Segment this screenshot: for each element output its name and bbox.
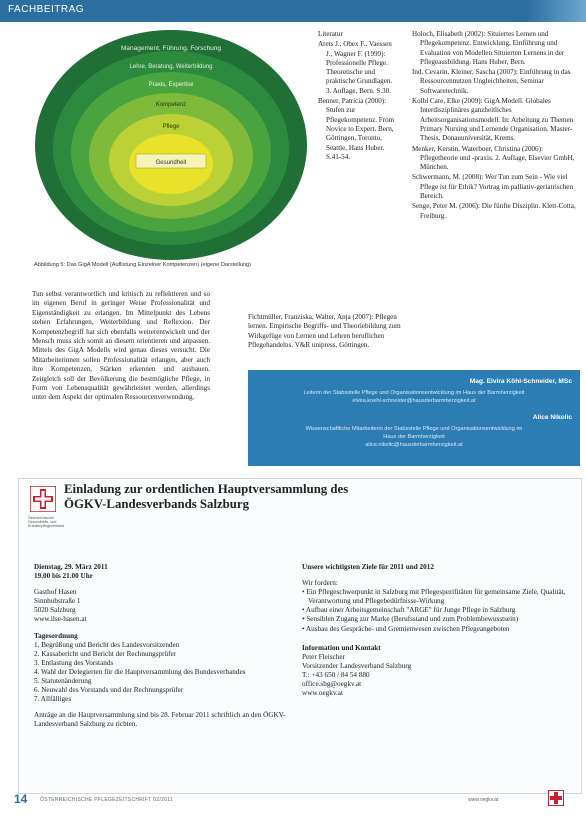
author-email-1[interactable]: elvira.koehl-schneider@hausderbarmherzigkeit.at bbox=[352, 398, 476, 404]
header-gradient bbox=[526, 0, 586, 22]
agenda-item: 4. Wahl der Delegierten für die Hauptversammlung des Bundesverbandes bbox=[34, 667, 246, 676]
venue-city: 5020 Salzburg bbox=[34, 606, 76, 615]
reference-item: Holoch, Elisabeth (2002): Situiertes Lernen und Pflegekompetenz. Entwicklung, Einführung und Evaluation von Modellen Situierten Lernens in der Pflegeausbildung. Hans Huber, Bern. bbox=[412, 30, 565, 66]
invitation-title bbox=[64, 482, 348, 512]
invitation-title-line-2: ÖGKV-Landesverbands Salzburg bbox=[64, 497, 249, 511]
reference-item: Schwermann, M. (2008): Wer Tun zum Sein - Wie viel Pflege ist für Ethik? Vortrag im palliativ-geriatrischen Bereich. bbox=[412, 173, 573, 201]
reference-item: Arets J., Obex F., Vaessen J., Wagner F. (1999): Professionelle Pflege. Theoretische und praktische Grundlagen. 3. Auflage, Bern. S.30. bbox=[318, 40, 393, 95]
reference-item-wide: Fichtmüller, Franziska, Walter, Anja (2007): Pflegen lernen. Empirische Begriffs- und Theoriebildung zum Wirkgefüge von Lernen und Lehren beruflichen Pflegehandelns. V&R unipress, Göttingen. bbox=[248, 313, 401, 349]
invitation-title-line-1: Einladung zur ordentlichen Hauptversammlung des bbox=[64, 482, 349, 496]
references-right bbox=[412, 30, 578, 222]
goal-item: • Ausbau des Gespräche- und Gremienwesen zwischen Pflegeangeboten bbox=[302, 624, 510, 633]
contact-email[interactable]: office.sbg@oegkv.at bbox=[302, 680, 362, 689]
author-name-2: Alice Nikolic bbox=[532, 414, 572, 421]
contact-role: Vorsitzender Landesverband Salzburg bbox=[302, 661, 412, 670]
reference-item: Kolbl Care, Elke (2009): GigA Modell. Globales Interdisziplinäres ganzheitliches Arbeitsorganisationsmodell. In: Arbeitung zu Themen Primary Nursing und Lernende Organisation. Master-Thesis, Donauuniversität, Krems. bbox=[412, 97, 574, 143]
center-label: Gesundheit bbox=[155, 160, 187, 166]
agenda-item: 7. Allfälliges bbox=[34, 695, 72, 704]
author-role-2b: Haus der Barmherzigkeit bbox=[383, 434, 445, 440]
goal-item: • Ein Pflegeschwerpunkt in Salzburg mit Pflegespezifitäten für gemeinsame Ziele, Qualität, Verantwortung und Pflegebedürfnisse-Wirkung bbox=[302, 588, 566, 606]
author-role-2: Wissenschaftliche Mitarbeiterin der Stabsstelle Pflege und Organisationsentwicklung im bbox=[305, 426, 523, 432]
agenda-list bbox=[34, 641, 296, 705]
reference-item: Benner, Patricia (2000): Stufen zur Pflegekompetenz. From Novice to Expert. Bern, Göttingen, Toronto, Seattle, Hans Huber. S.41-54. bbox=[318, 97, 395, 161]
ring-label-2: Lehre, Beratung, Weiterbildung bbox=[129, 64, 213, 70]
ring-label-4: Kompetenz bbox=[155, 102, 187, 108]
venue-name: Gasthof Hasen bbox=[34, 588, 77, 597]
venue-url[interactable]: www.ilse-hasen.at bbox=[34, 615, 87, 624]
agenda-item: 1. Begrüßung und Bericht des Landesvorsitzenden bbox=[34, 640, 180, 649]
page-number: 14 bbox=[14, 792, 28, 806]
goal-item: • Sensiblen Zugang zur Marke (Berufsstand und zum Problembewusstsein) bbox=[302, 615, 519, 624]
invitation-right-column bbox=[302, 563, 572, 698]
figure-caption: Abbildung 5: Das GigA Modell (Auflistung Einzelner Kompetenzen) (eigene Darstellung) bbox=[34, 262, 252, 268]
giga-model-diagram bbox=[32, 28, 310, 262]
reference-item: Senge, Peter M. (2006): Die fünfte Disziplin. Klett-Cotta, Freiburg. bbox=[412, 202, 576, 220]
contact-phone: T.: +43 650 / 84 54 880 bbox=[302, 670, 370, 679]
reference-item: Menker, Kerstin, Waterboer, Christina (2006): Pflegetheorie und -praxis. 2. Auflage, Elsevier GmbH, München. bbox=[412, 144, 575, 172]
reference-item: Ind. Cevarin, Kleiner, Sascha (2007): Einführung in das Ressourcennutzen Ungleichheiten, Seminar Softwaretechnik. bbox=[412, 68, 571, 95]
references-middle bbox=[318, 30, 398, 163]
footer-cross-logo-icon bbox=[548, 790, 564, 806]
author-email-2[interactable]: alice.nikolic@hausderbarmherzigkeit.at bbox=[365, 442, 463, 448]
goals-title: Unsere wichtigsten Ziele für 2011 und 2012 bbox=[302, 563, 434, 571]
body-text-left: Tun selbst verantwortlich und kritisch zu reflektieren und so im eigenen Beruf in geringer Weise Professionalität und Eigenständigkeit zu erlangen. Im Mittelpunkt des Lebens stehen Erfahrungen, Weiterbildung und Reflexion. Der Kompetenzbegriff hat sich ebenfalls weiterentwickelt und der Mensch muss sich somit an diesem orientieren und anpassen. Mittels des GigA Modells wird genau dieses versucht. Die Mitarbeiterinnen sollen Professionalität erlangen, aber auch ihre Kompetenzen, Stärken erkennen und ausbauen. Zeitgleich soll der Bevölkerung die bestmögliche Pflege, in Form von Lebensqualität gewährleistet werden, allerdings unter dem Aspekt der optimalen Ressourcenverwendung. bbox=[32, 290, 210, 402]
agenda-item: 3. Entlastung des Vorstands bbox=[34, 658, 114, 667]
agenda-title: Tagesordnung bbox=[34, 631, 78, 640]
goals-intro: Wir fordern: bbox=[302, 579, 338, 588]
meeting-date: Dienstag, 29. März 2011 bbox=[34, 563, 108, 571]
contact-name: Peter Fleischer bbox=[302, 652, 345, 661]
ring-label-3: Praxis, Expertise bbox=[148, 82, 194, 88]
agenda-item: 5. Statutenänderung bbox=[34, 677, 92, 686]
submission-note: Anträge an die Hauptversammlung sind bis 28. Februar 2011 schriftlich an den ÖGKV-Landesverband Salzburg zu richten. bbox=[34, 711, 286, 729]
logo-caption: Österreichischer Gesundheits- und Krankenpflegeverband bbox=[28, 516, 65, 529]
ring-label-5: Pflege bbox=[162, 124, 180, 130]
ring-label-1: Management, Führung, Forschung bbox=[120, 45, 222, 52]
goals-list bbox=[302, 588, 572, 633]
meeting-time: 19.00 bis 21.00 Uhr bbox=[34, 572, 93, 581]
references-heading: Literatur bbox=[318, 30, 343, 38]
venue-street: Sinnhubstraße 1 bbox=[34, 597, 81, 606]
contact-title: Information und Kontakt bbox=[302, 643, 381, 652]
section-header-bar bbox=[0, 0, 586, 22]
footer-url[interactable]: www.oegkv.at bbox=[468, 797, 499, 803]
contact-url[interactable]: www.oegkv.at bbox=[302, 689, 343, 698]
agenda-item: 6. Neuwahl des Vorstands und der Rechnungsprüfer bbox=[34, 686, 184, 695]
oegkv-cross-logo-icon bbox=[30, 486, 56, 512]
author-info-box bbox=[248, 370, 580, 466]
giga-model-figure bbox=[32, 28, 310, 272]
invitation-left-column bbox=[34, 563, 296, 730]
agenda-item: 2. Kassabericht und Bericht der Rechnungsprüfer bbox=[34, 649, 177, 658]
section-label: FACHBEITRAG bbox=[8, 4, 85, 15]
author-name-1: Mag. Elvira Köhl-Schneider, MSc bbox=[469, 378, 572, 385]
goal-item: • Aufbau einer Arbeitsgemeinschaft "ARGE" für Junge Pflege in Salzburg bbox=[302, 606, 516, 615]
footer-publication: ÖSTERREICHISCHE PFLEGEZEITSCHRIFT 02/2011 bbox=[40, 797, 173, 803]
author-role-1: Leiterin der Stabsstelle Pflege und Organisationsentwicklung im Haus der Barmherzigkeit bbox=[303, 390, 525, 396]
